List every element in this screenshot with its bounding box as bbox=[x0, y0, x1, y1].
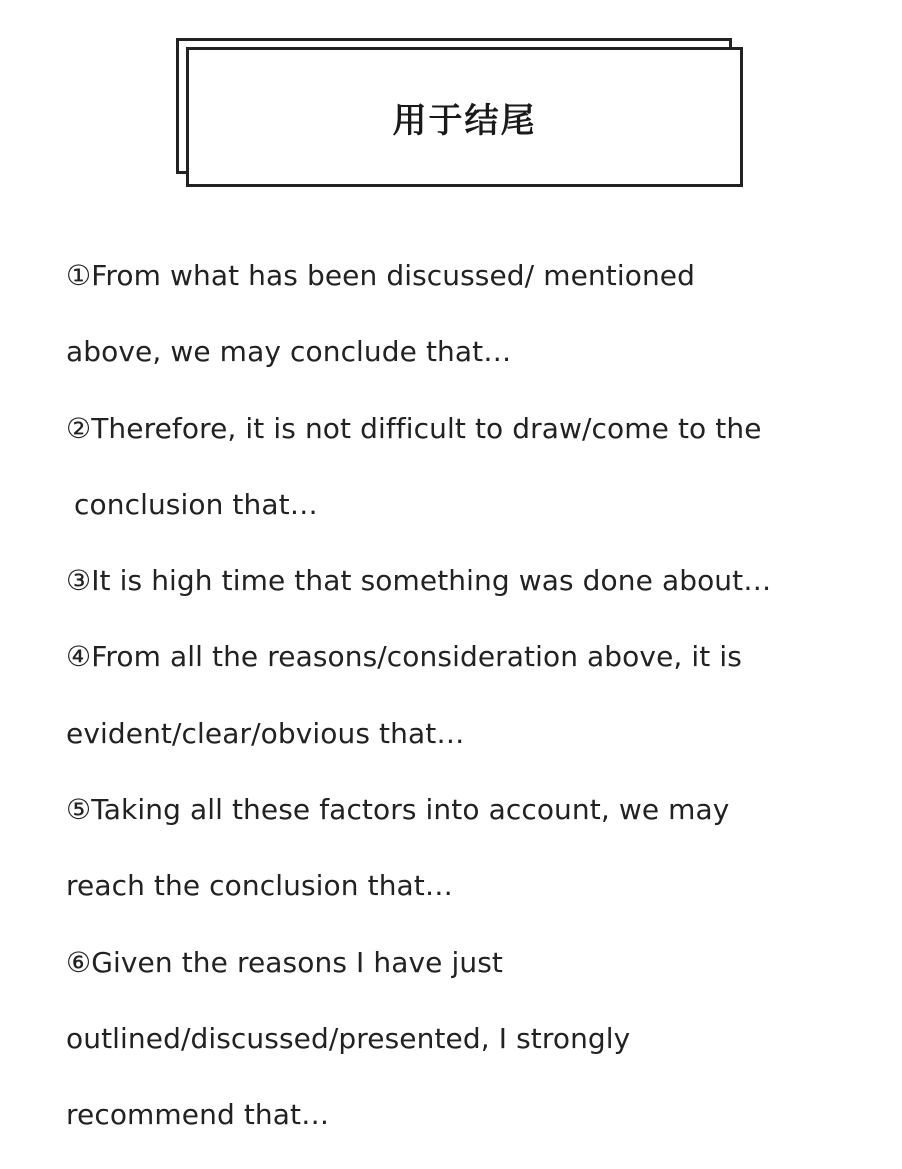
page-title: 用于结尾 bbox=[392, 100, 537, 141]
phrase-2-line-2: conclusion that… bbox=[74, 487, 318, 521]
phrase-2-line-1: ②Therefore, it is not difficult to draw/come to the bbox=[66, 411, 762, 445]
phrase-6-line-1: ⑥Given the reasons I have just bbox=[66, 945, 503, 979]
phrase-5-line-1: ⑤Taking all these factors into account, we may bbox=[66, 793, 730, 827]
phrase-4-line-1: ④From all the reasons/consideration above, it is bbox=[66, 640, 742, 674]
phrase-6-line-3: recommend that… bbox=[66, 1098, 330, 1132]
title-box-frame bbox=[186, 47, 743, 187]
phrase-6-line-2: outlined/discussed/presented, I strongly bbox=[66, 1021, 631, 1055]
phrase-1-line-1: ①From what has been discussed/ mentioned bbox=[66, 259, 695, 292]
title-box bbox=[176, 38, 736, 184]
phrase-3-line-1: ③It is high time that something was done about… bbox=[66, 564, 772, 598]
phrase-5-line-2: reach the conclusion that… bbox=[66, 869, 453, 903]
phrase-list bbox=[66, 238, 866, 1154]
phrase-4-line-2: evident/clear/obvious that… bbox=[66, 716, 465, 750]
phrase-1-line-2: above, we may conclude that… bbox=[66, 335, 512, 369]
